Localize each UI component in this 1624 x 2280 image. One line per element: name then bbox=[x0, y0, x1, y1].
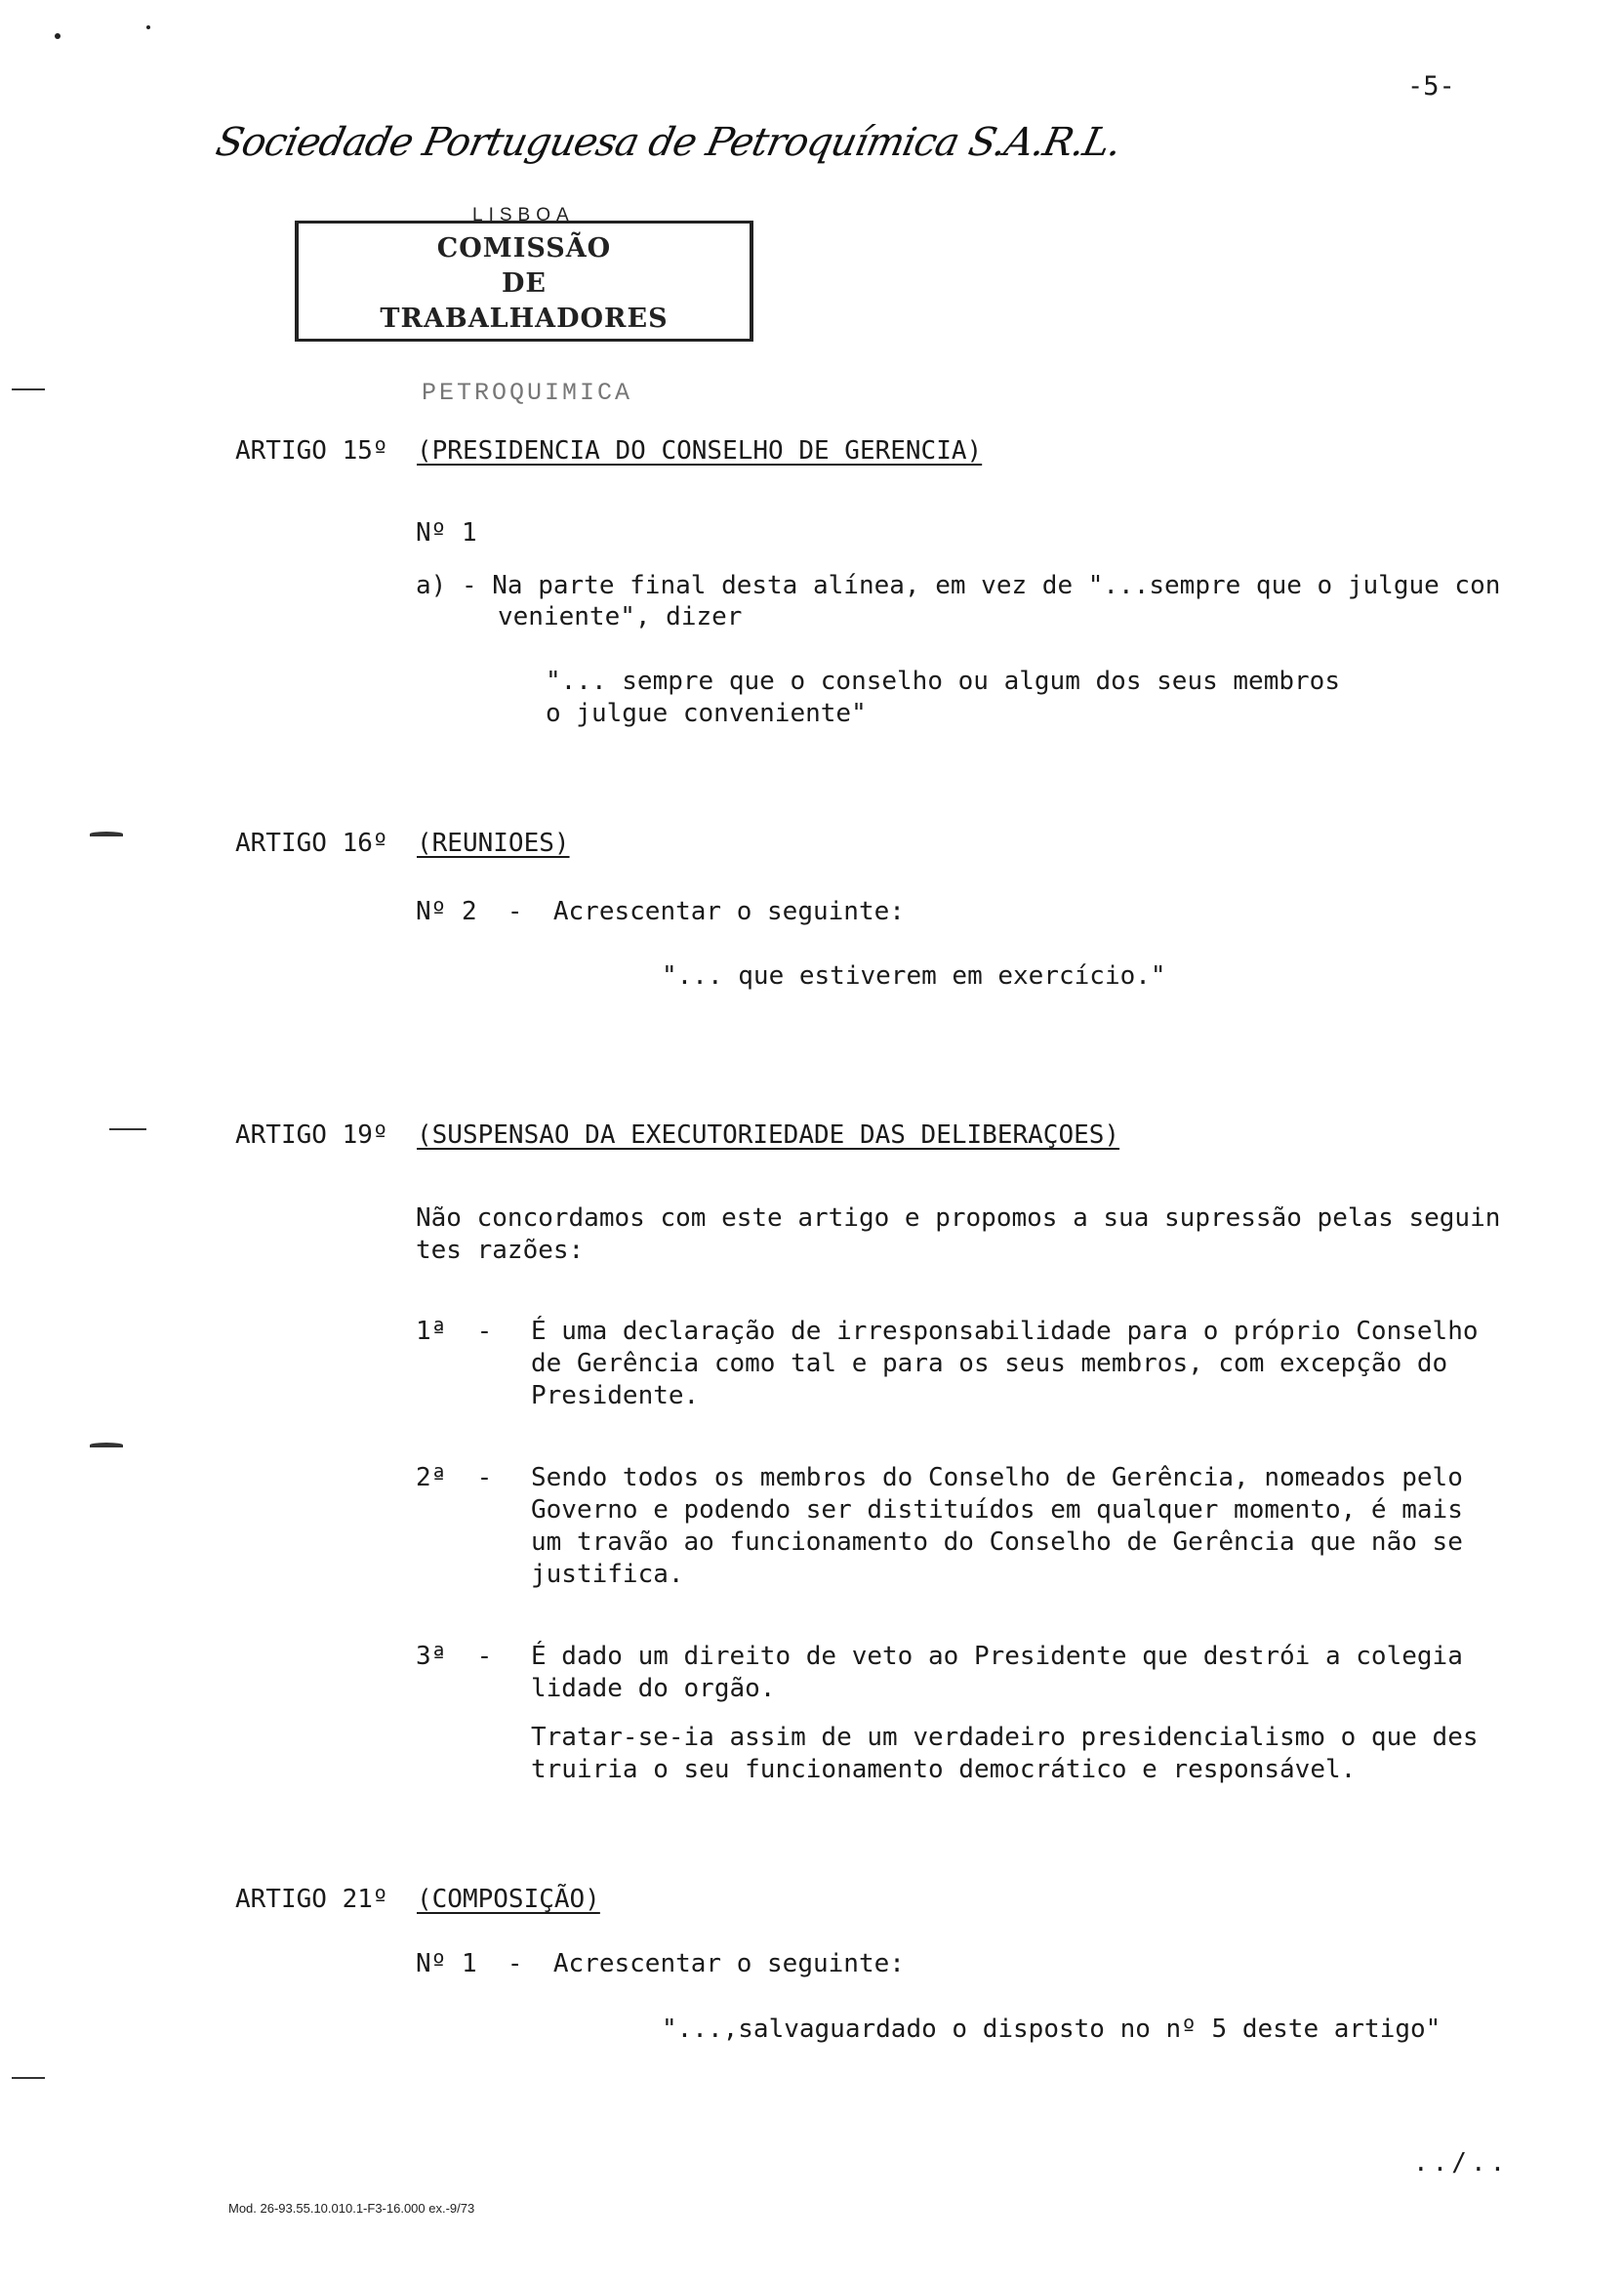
reason-3-text: lidade do orgão. bbox=[531, 1674, 776, 1703]
punch-mark bbox=[90, 1443, 123, 1447]
reason-3-text: É dado um direito de veto ao Presidente que destrói a colegia bbox=[531, 1642, 1463, 1671]
stamp-line: COMISSÃO bbox=[436, 233, 612, 264]
stamp-subtitle: PETROQUIMICA bbox=[422, 379, 633, 407]
margin-dot bbox=[146, 25, 150, 29]
article-21-label: ARTIGO 21º bbox=[235, 1885, 388, 1914]
reason-2-text: Governo e podendo ser distituídos em qualquer momento, é mais bbox=[531, 1495, 1463, 1525]
article-15-quote: "... sempre que o conselho ou algum dos seus membros bbox=[546, 667, 1340, 696]
workers-commission-stamp bbox=[295, 221, 753, 342]
reason-3-text: Tratar-se-ia assim de um verdadeiro presidencialismo o que des bbox=[531, 1723, 1479, 1752]
margin-dash bbox=[109, 1128, 146, 1130]
reason-1-text: Presidente. bbox=[531, 1381, 700, 1410]
article-21-text: Nº 1 - Acrescentar o seguinte: bbox=[416, 1949, 905, 1978]
reason-1-label: 1ª - bbox=[416, 1317, 493, 1346]
letterhead-logo: Sociedade Portuguesa de Petroquímica S.A.R.L. bbox=[212, 120, 1125, 165]
continuation-mark: ../.. bbox=[1413, 2148, 1510, 2178]
article-16-title: (REUNIOES) bbox=[417, 829, 570, 858]
page-number: -5- bbox=[1407, 71, 1455, 102]
article-15-title: (PRESIDENCIA DO CONSELHO DE GERENCIA) bbox=[417, 436, 983, 466]
article-15-number: Nº 1 bbox=[416, 518, 477, 548]
reason-3-label: 3ª - bbox=[416, 1642, 493, 1671]
reason-3-text: truiria o seu funcionamento democrático e responsável. bbox=[531, 1755, 1357, 1784]
margin-dot bbox=[55, 33, 61, 39]
reason-1-text: de Gerência como tal e para os seus membros, com excepção do bbox=[531, 1349, 1448, 1378]
letterhead-city: LISBOA bbox=[472, 205, 575, 225]
article-21-quote: "...,salvaguardado o disposto no nº 5 deste artigo" bbox=[662, 2015, 1441, 2044]
article-16-label: ARTIGO 16º bbox=[235, 829, 388, 858]
article-19-intro: Não concordamos com este artigo e propomos a sua supressão pelas seguin bbox=[416, 1203, 1501, 1233]
margin-dash bbox=[12, 2077, 45, 2079]
reason-2-text: um travão ao funcionamento do Conselho de Gerência que não se bbox=[531, 1527, 1463, 1557]
article-15-text: a) - Na parte final desta alínea, em vez de "...sempre que o julgue con bbox=[416, 571, 1501, 600]
article-16-quote: "... que estiverem em exercício." bbox=[662, 961, 1166, 991]
article-15-text: veniente", dizer bbox=[498, 602, 743, 631]
reason-2-text: justifica. bbox=[531, 1560, 684, 1589]
punch-mark bbox=[90, 832, 123, 836]
article-19-intro: tes razões: bbox=[416, 1236, 585, 1265]
form-model-footer: Mod. 26-93.55.10.010.1-F3-16.000 ex.-9/73 bbox=[228, 2201, 475, 2216]
article-15-quote: o julgue conveniente" bbox=[546, 699, 867, 728]
reason-2-label: 2ª - bbox=[416, 1463, 493, 1492]
margin-dash bbox=[12, 388, 45, 390]
article-21-title: (COMPOSIÇÃO) bbox=[417, 1885, 600, 1914]
article-19-title: (SUSPENSAO DA EXECUTORIEDADE DAS DELIBERAÇOES) bbox=[417, 1120, 1120, 1150]
article-19-label: ARTIGO 19º bbox=[235, 1120, 388, 1150]
stamp-line: TRABALHADORES bbox=[380, 304, 669, 334]
article-15-label: ARTIGO 15º bbox=[235, 436, 388, 466]
reason-2-text: Sendo todos os membros do Conselho de Gerência, nomeados pelo bbox=[531, 1463, 1463, 1492]
reason-1-text: É uma declaração de irresponsabilidade para o próprio Conselho bbox=[531, 1317, 1479, 1346]
stamp-line: DE bbox=[502, 268, 547, 299]
article-16-text: Nº 2 - Acrescentar o seguinte: bbox=[416, 897, 905, 926]
